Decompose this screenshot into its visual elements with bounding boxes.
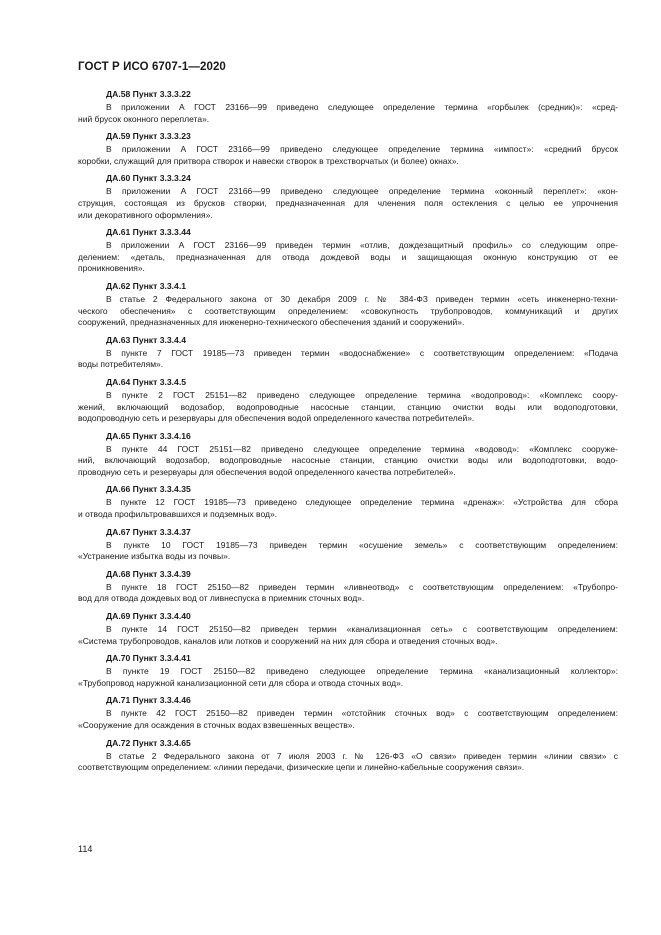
text-line: воды потребителям».: [78, 359, 164, 370]
clause-title: ДА.68 Пункт 3.3.4.39: [106, 568, 191, 579]
clause-section: [78, 226, 618, 275]
text-line: водопроводную сеть и резервуары для обеспечения водой определенного качества потребителей».: [78, 413, 475, 424]
clause-section: [78, 694, 618, 731]
text-line: В пункте 12 ГОСТ 19185—73 приведено следующее определение термина «дренаж»: «Устройства для сбора: [106, 497, 618, 508]
text-line: ний брусок оконного переплета».: [78, 113, 210, 124]
text-line: проникновения».: [78, 263, 145, 274]
document-header-title: ГОСТ Р ИСО 6707-1—2020: [78, 61, 226, 73]
clause-title: ДА.72 Пункт 3.3.4.65: [106, 737, 191, 748]
clause-title: ДА.63 Пункт 3.3.4.4: [106, 334, 186, 345]
clause-text: [78, 582, 618, 605]
clause-title: ДА.70 Пункт 3.3.4.41: [106, 653, 191, 664]
clause-section: [78, 172, 618, 221]
clause-title: ДА.58 Пункт 3.3.3.22: [106, 89, 191, 99]
clause-text: [78, 624, 618, 647]
clause-section: [78, 88, 618, 125]
text-line: проводную сеть и резервуары для обеспечения водой определенного качества потребителей».: [78, 466, 456, 477]
text-line: В приложении А ГОСТ 23166—99 приведено следующее определение термина «оконный переплет»: «кон-: [106, 186, 618, 197]
text-line: В пункте 44 ГОСТ 25151—82 приведено следующее определение термина «водовод»: «Комплекс сооруже-: [106, 443, 618, 454]
clause-title: ДА.69 Пункт 3.3.4.40: [106, 611, 191, 622]
clause-text: [78, 497, 618, 520]
clause-section: [78, 526, 618, 563]
clause-text: [78, 666, 618, 689]
clause-title: ДА.60 Пункт 3.3.3.24: [106, 173, 191, 184]
text-line: соответствующим определением: «линии передачи, физические цепи и линейно-кабельные сооружения связи».: [78, 762, 525, 773]
clause-title: ДА.65 Пункт 3.3.4.16: [106, 430, 191, 441]
clause-section: [78, 652, 618, 689]
page-number: 114: [78, 844, 93, 854]
clause-section: [78, 610, 618, 647]
clause-section: [78, 483, 618, 520]
clause-text: [78, 540, 618, 563]
clause-text: [78, 186, 618, 221]
text-line: В приложении А ГОСТ 23166—99 приведено следующее определение термина «импост»: «средний брусок: [106, 144, 618, 155]
text-line: В пункте 7 ГОСТ 19185—73 приведен термин «водоснабжение» с соответствующим определением: «Подача: [106, 347, 618, 358]
text-line: «Трубопровод наружной канализационной сети для сбора и отвода сточных вод».: [78, 677, 404, 688]
clause-title: ДА.59 Пункт 3.3.3.23: [106, 131, 191, 142]
text-line: В пункте 2 ГОСТ 25151—82 приведено следующее определение термина «водопровод»: «Комплекс соору-: [106, 389, 618, 400]
clause-section: [78, 430, 618, 479]
text-line: и отвода профильтровавшихся и подземных вод».: [78, 509, 278, 520]
clause-title: ДА.66 Пункт 3.3.4.35: [106, 484, 191, 495]
clause-text: [78, 444, 618, 479]
clause-text: [78, 240, 618, 275]
text-line: жений, включающий водозабор, водопроводные насосные станции, станцию очистки воды или водоподготовки,: [78, 401, 618, 412]
clause-title: ДА.64 Пункт 3.3.4.5: [106, 376, 186, 387]
text-line: ний, включающий водозабор, водопроводные насосные станции, станцию очистки воды или водоподготовки, водо-: [78, 455, 618, 466]
text-line: «Система трубопроводов, каналов или лотков и сооружений на них для сбора и отведения сточных вод».: [78, 635, 498, 646]
text-line: делением: «деталь, предназначенная для отвода дождевой воды и защищающая оконную конструкцию от ее: [78, 251, 618, 262]
text-line: В статье 2 Федерального закона от 7 июля 2003 г. № 126-ФЗ «О связи» приведен термин «линии связи» с: [106, 750, 618, 761]
text-line: В пункте 14 ГОСТ 25150—82 приведен термин «канализационная сеть» с соответствующим определением:: [106, 624, 618, 635]
clause-text: [78, 102, 618, 125]
text-line: «Сооружение для осаждения в сточных водах взвешенных веществ».: [78, 720, 355, 730]
text-line: В приложении А ГОСТ 23166—99 приведен термин «отлив, дождезащитный профиль» со следующим опре-: [106, 240, 618, 251]
text-line: «Устранение избытка воды из почвы».: [78, 551, 231, 562]
text-line: В пункте 19 ГОСТ 25150—82 приведено следующее определение термина «канализационный коллектор»:: [106, 666, 618, 677]
clause-section: [78, 334, 618, 371]
document-body: [78, 88, 618, 779]
clause-section: [78, 130, 618, 167]
text-line: струкция, состоящая из брусков створки, предназначенная для членения поля остекления с целью ее упрочнения: [78, 197, 618, 208]
text-line: В пункте 10 ГОСТ 19185—73 приведен термин «осушение земель» с соответствующим определением:: [106, 539, 618, 550]
clause-text: [78, 144, 618, 167]
clause-text: [78, 708, 618, 731]
clause-text: [78, 390, 618, 425]
text-line: или декоративного оформления».: [78, 209, 213, 220]
text-line: коробки, служащий для притвора створок и навески створок в трехстворчатых (и более) окнах».: [78, 155, 459, 166]
text-line: В статье 2 Федерального закона от 30 декабря 2009 г. № 384-ФЗ приведен термин «сеть инженерно-техни-: [106, 293, 618, 304]
clause-section: [78, 280, 618, 329]
text-line: ческого обеспечения» с соответствующим определением: «совокупность трубопроводов, коммуникаций и других: [78, 305, 618, 316]
clause-section: [78, 737, 618, 774]
text-line: сооружений, предназначенных для инженерно-технического обеспечения зданий и сооружений».: [78, 317, 465, 328]
clause-text: [78, 348, 618, 371]
text-line: В пункте 18 ГОСТ 25150—82 приведен термин «ливнеотвод» с соответствующим определением: «Трубопро-: [106, 581, 618, 592]
clause-title: ДА.67 Пункт 3.3.4.37: [106, 526, 191, 537]
clause-section: [78, 568, 618, 605]
clause-text: [78, 751, 618, 774]
clause-title: ДА.61 Пункт 3.3.3.44: [106, 227, 191, 238]
clause-text: [78, 294, 618, 329]
clause-title: ДА.71 Пункт 3.3.4.46: [106, 695, 191, 706]
clause-section: [78, 376, 618, 425]
text-line: В приложении А ГОСТ 23166—99 приведено следующее определение термина «горбылек (средник)»: «сред-: [106, 102, 618, 112]
text-line: вод для отвода дождевых вод от ливнеспуска в приемник сточных вод».: [78, 593, 365, 604]
text-line: В пункте 42 ГОСТ 25150—82 приведен термин «отстойник сточных вод» с соответствующим определением:: [106, 708, 618, 719]
clause-title: ДА.62 Пункт 3.3.4.1: [106, 280, 186, 291]
